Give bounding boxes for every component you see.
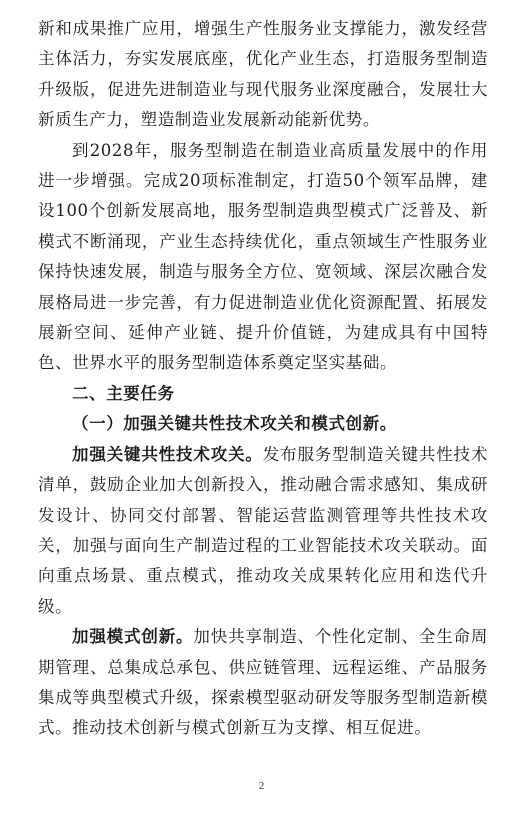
task-body-model-innovation: 加快共享制造、个性化定制、全生命周期管理、总集成总承包、供应链管理、远程运维、产品服务集成等典型模式升级，探索模型驱动研发等服务型制造新模式。推动技术创新与模式创新互为支撑、相互促进。 [38,627,488,738]
task-lead-technology: 加强关键共性技术攻关。 [72,444,263,464]
task-paragraph-technology [38,440,488,622]
section-heading: 二、主要任务 [72,383,175,403]
task-lead-model-innovation: 加强模式创新。 [72,627,194,647]
subsection-heading: （一）加强关键共性技术攻关和模式创新。 [72,414,397,434]
task-paragraph-model-innovation [38,622,488,744]
paragraph-targets-2028: 到2028年，服务型制造在制造业高质量发展中的作用进一步增强。完成20项标准制定，打造50个领军品牌，建设100个创新发展高地，服务型制造典型模式广泛普及、新模式不断涌现，产业生态持续优化，重点领域生产性服务业保持快速发展，制造与服务全方位、宽领域、深层次融合发展格局进一步完善，有力促进制造业优化资源配置、拓展发展新空间、延伸产业链、提升价值链，为建成具有中国特色、世界水平的服务型制造体系奠定坚实基础。 [38,140,488,373]
document-body [38,14,488,744]
task-body-technology: 发布服务型制造关键共性技术清单，鼓励企业加大创新投入，推动融合需求感知、集成研发设计、协同交付部署、智能运营监测管理等共性技术攻关，加强与面向生产制造过程的工业智能技术攻关联动。面向重点场景、重点模式，推动攻关成果转化应用和迭代升级。 [38,444,488,616]
page-number: 2 [258,780,265,792]
paragraph-continuation: 新和成果推广应用，增强生产性服务业支撑能力，激发经营主体活力，夯实发展底座，优化产业生态，打造服务型制造升级版，促进先进制造业与现代服务业深度融合，发展壮大新质生产力，塑造制造业发展新动能新优势。 [38,19,488,130]
